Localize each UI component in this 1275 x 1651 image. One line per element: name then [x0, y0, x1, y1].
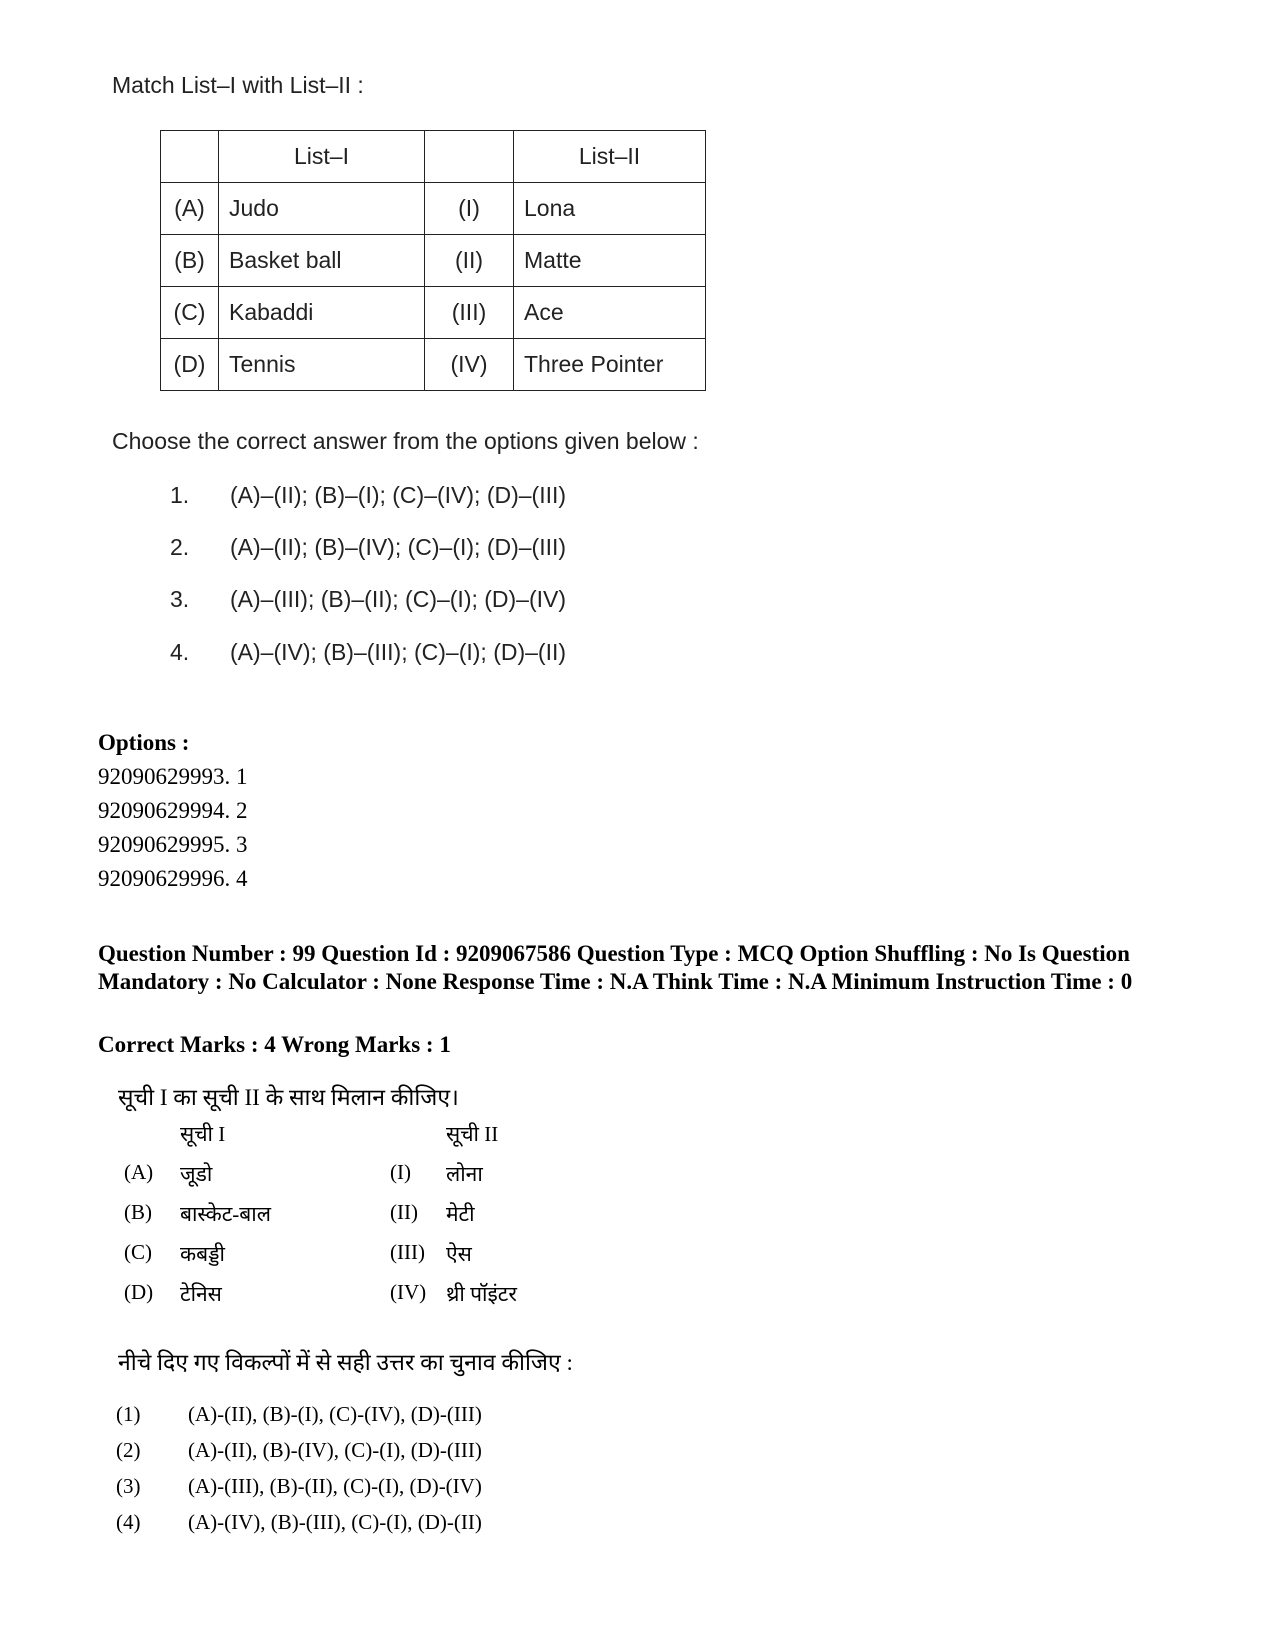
table-cell: (IV): [425, 339, 514, 391]
answer-choice-hi: [116, 1510, 482, 1535]
table-row: [161, 235, 706, 287]
options-list: [98, 726, 248, 896]
table-header-row: [161, 131, 706, 183]
hi-row-label: (III): [390, 1240, 425, 1264]
table-cell: Ace: [514, 287, 706, 339]
choice-text: (A)–(II); (B)–(I); (C)–(IV); (D)–(III): [230, 482, 567, 508]
option-item: 92090629993. 1: [98, 764, 248, 789]
table-cell: Tennis: [219, 339, 425, 391]
option-item: 92090629996. 4: [98, 866, 248, 891]
choose-instruction-hi: नीचे दिए गए विकल्पों में से सही उत्तर का चुनाव कीजिए :: [118, 1350, 573, 1375]
choice-number: 2.: [170, 534, 190, 560]
choice-number: 1.: [170, 482, 190, 508]
option-item: 92090629994. 2: [98, 798, 248, 823]
answer-choice-en: [170, 639, 566, 666]
table-row: [161, 183, 706, 235]
table-cell: (II): [425, 235, 514, 287]
table-row: [161, 287, 706, 339]
answer-choice-en: [170, 586, 566, 613]
question-prompt-en: Match List–I with List–II :: [112, 72, 364, 98]
choice-number: (2): [116, 1438, 141, 1462]
list1-header-hi: सूची I: [180, 1122, 226, 1146]
table-header-cell: [161, 131, 219, 183]
choice-text: (A)-(II), (B)-(I), (C)-(IV), (D)-(III): [188, 1402, 482, 1426]
answer-choice-en: [170, 482, 566, 509]
choice-text: (A)-(II), (B)-(IV), (C)-(I), (D)-(III): [188, 1438, 482, 1462]
table-header-cell: [425, 131, 514, 183]
table-cell: Kabaddi: [219, 287, 425, 339]
hi-row-label: (I): [390, 1160, 411, 1184]
table-cell: (A): [161, 183, 219, 235]
table-cell: Judo: [219, 183, 425, 235]
choice-number: (3): [116, 1474, 141, 1498]
table-cell: (D): [161, 339, 219, 391]
choice-text: (A)–(III); (B)–(II); (C)–(I); (D)–(IV): [230, 586, 567, 612]
hi-row-item: मेटी: [446, 1202, 475, 1226]
answer-choice-en: [170, 534, 566, 561]
hi-row-label: (A): [124, 1160, 154, 1184]
table-row: [161, 339, 706, 391]
question-prompt-hi: सूची I का सूची II के साथ मिलान कीजिए।: [118, 1085, 459, 1110]
answer-choice-hi: [116, 1402, 482, 1427]
table-cell: (III): [425, 287, 514, 339]
match-table: [160, 130, 706, 391]
table-cell: Lona: [514, 183, 706, 235]
table-cell: Basket ball: [219, 235, 425, 287]
choose-instruction-en: Choose the correct answer from the options given below :: [112, 428, 699, 454]
options-heading: Options :: [98, 730, 190, 755]
choice-text: (A)-(IV), (B)-(III), (C)-(I), (D)-(II): [188, 1510, 482, 1534]
table-cell: (I): [425, 183, 514, 235]
hi-row-item: ऐस: [446, 1242, 472, 1266]
list2-header-hi: सूची II: [446, 1122, 499, 1146]
choice-number: 4.: [170, 639, 190, 665]
table-cell: (C): [161, 287, 219, 339]
hi-row-item: बास्केट-बाल: [180, 1202, 271, 1226]
choice-text: (A)-(III), (B)-(II), (C)-(I), (D)-(IV): [188, 1474, 482, 1498]
marks-info: Correct Marks : 4 Wrong Marks : 1: [98, 1032, 451, 1057]
hi-row-item: टेनिस: [180, 1282, 222, 1306]
hi-row-item: जूडो: [180, 1162, 213, 1186]
choice-number: 3.: [170, 586, 190, 612]
hi-row-label: (II): [390, 1200, 418, 1224]
table-cell: Matte: [514, 235, 706, 287]
table-header-cell: List–II: [514, 131, 706, 183]
hi-row-label: (D): [124, 1280, 154, 1304]
answer-choice-hi: [116, 1438, 482, 1463]
hi-row-label: (C): [124, 1240, 152, 1264]
table-cell: (B): [161, 235, 219, 287]
question-metadata: Question Number : 99 Question Id : 9209067586 Question Type : MCQ Option Shuffling : No Is Question Mandatory : No Calculator : None Response Time : N.A Think Time : N.A Minimum Instruction Time : 0: [98, 941, 1133, 994]
choice-text: (A)–(II); (B)–(IV); (C)–(I); (D)–(III): [230, 534, 567, 560]
table-cell: Three Pointer: [514, 339, 706, 391]
hi-row-label: (B): [124, 1200, 152, 1224]
choice-number: (1): [116, 1402, 141, 1426]
hi-row-label: (IV): [390, 1280, 427, 1304]
option-item: 92090629995. 3: [98, 832, 248, 857]
choice-text: (A)–(IV); (B)–(III); (C)–(I); (D)–(II): [230, 639, 567, 665]
table-header-cell: List–I: [219, 131, 425, 183]
answer-choice-hi: [116, 1474, 482, 1499]
choice-number: (4): [116, 1510, 141, 1534]
hi-row-item: कबड्डी: [180, 1242, 225, 1266]
hi-row-item: थ्री पॉइंटर: [446, 1282, 517, 1306]
hi-row-item: लोना: [446, 1162, 483, 1186]
